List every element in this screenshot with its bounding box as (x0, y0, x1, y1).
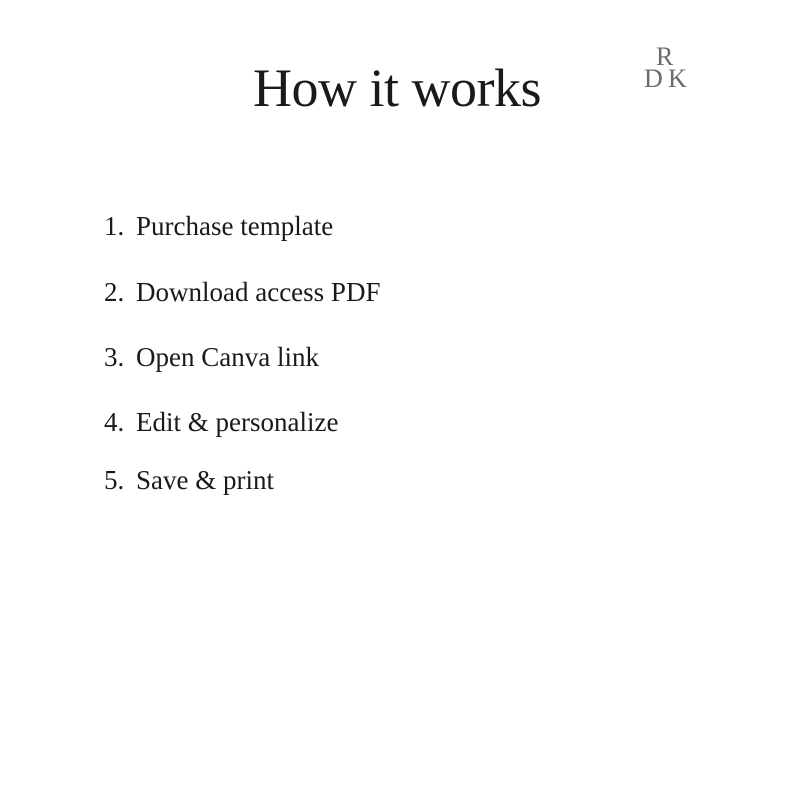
step-item (104, 404, 338, 440)
logo-letter-right: K (668, 64, 687, 93)
step-label: Edit & personalize (136, 406, 339, 437)
step-label: Open Canva link (136, 341, 319, 372)
step-item (104, 274, 380, 310)
step-label: Purchase template (136, 210, 334, 241)
step-item (104, 462, 274, 498)
logo-letter-top: R (656, 42, 674, 71)
logo-letter-left: D (644, 64, 663, 93)
step-number: 1. (104, 210, 125, 241)
step-number: 2. (104, 276, 125, 307)
step-number: 3. (104, 341, 125, 372)
step-number: 4. (104, 406, 125, 437)
step-label: Download access PDF (136, 276, 381, 307)
step-item (104, 339, 319, 375)
step-label: Save & print (136, 464, 274, 495)
page-title: How it works (253, 58, 541, 118)
step-item (104, 208, 333, 244)
step-number: 5. (104, 464, 125, 495)
